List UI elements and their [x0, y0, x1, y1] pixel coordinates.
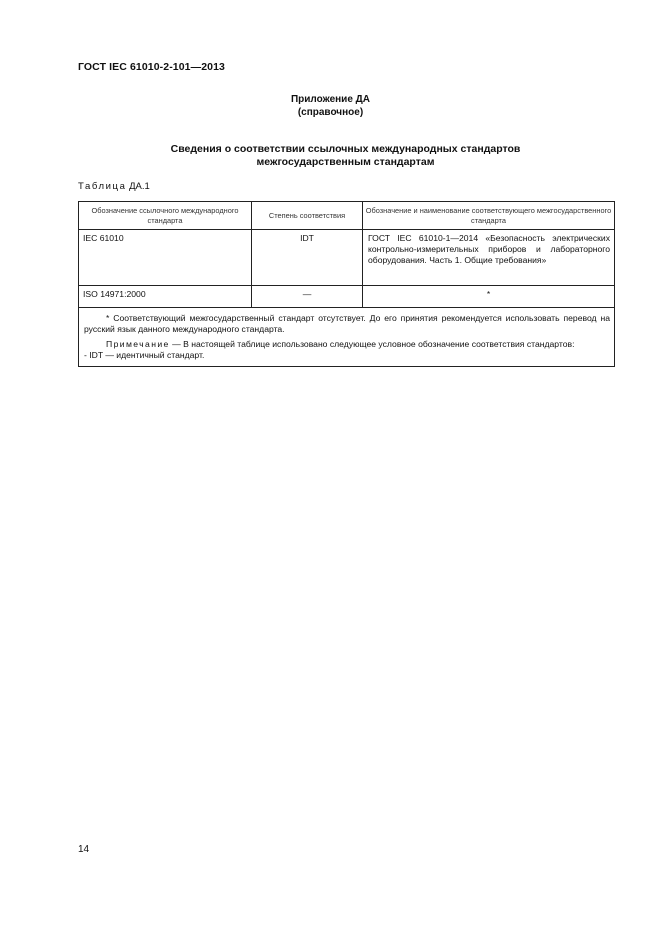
document-header: ГОСТ IEC 61010-2-101—2013 [78, 61, 225, 73]
header-intl-standard: Обозначение ссылочного международного стандарта [79, 202, 252, 230]
cell-degree: — [252, 286, 363, 308]
cell-interstate-standard: * [363, 286, 615, 308]
table-footnote: * Соответствующий межгосударственный стандарт отсутствует. До его принятия рекомендуется использовать перевод на русский язык данного международного стандарта. [84, 313, 610, 334]
page-number: 14 [78, 844, 90, 855]
appendix-title: Приложение ДА [290, 94, 371, 105]
section-title-line2: межгосударственным стандартам [256, 156, 435, 168]
table-caption [78, 181, 150, 192]
cell-intl-standard: IEC 61010 [79, 230, 252, 286]
appendix-subtitle: (справочное) [297, 107, 364, 118]
standards-table [78, 201, 615, 367]
table-caption-label: Таблица [78, 181, 127, 192]
table-notes [79, 308, 615, 367]
table-caption-id: ДА.1 [129, 181, 150, 192]
table-row [79, 286, 615, 308]
section-title [0, 143, 661, 169]
note-text: — В настоящей таблице использовано следующее условное обозначение соответствия стандартов: [169, 339, 575, 349]
note-label: Примечание [106, 339, 170, 349]
table-header-row [79, 202, 615, 230]
section-title-line1: Сведения о соответствии ссылочных международных стандартов [170, 143, 521, 155]
appendix-heading [0, 93, 661, 119]
header-degree: Степень соответствия [252, 202, 363, 230]
note-item: - IDT — идентичный стандарт. [84, 350, 205, 360]
table-notes-row [79, 308, 615, 367]
cell-degree: IDT [252, 230, 363, 286]
cell-intl-standard: ISO 14971:2000 [79, 286, 252, 308]
header-interstate-standard: Обозначение и наименование соответствующего межгосударственного стандарта [363, 202, 615, 230]
cell-interstate-standard: ГОСТ IEC 61010-1—2014 «Безопасность электрических контрольно-измерительных приборов и лабораторного оборудования. Часть 1. Общие требования» [363, 230, 615, 286]
table-note [84, 339, 610, 350]
table-row [79, 230, 615, 286]
